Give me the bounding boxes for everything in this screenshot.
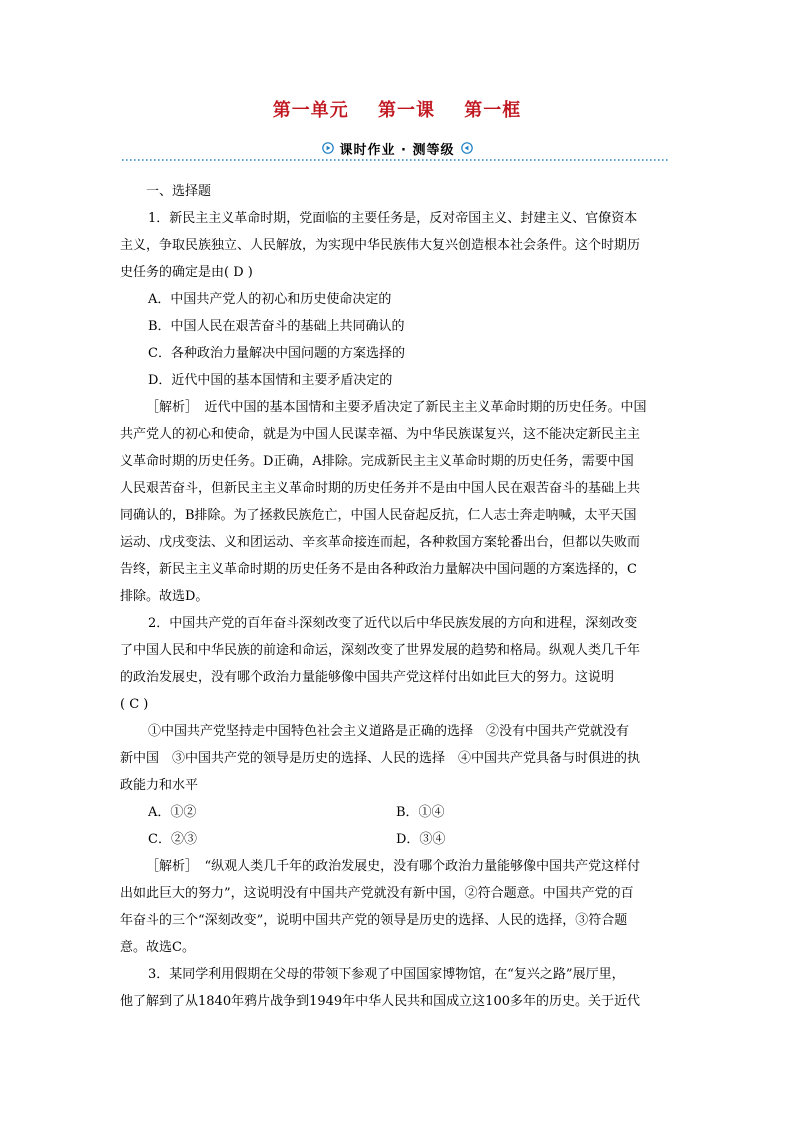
reverse-arrow-icon	[461, 142, 473, 154]
q1-analysis: 同确认的，B排除。为了拯救民族危亡，中国人民奋起反抗，仁人志士奔走呐喊，太平天国	[120, 508, 637, 523]
q1-analysis: 运动、戊戌变法、义和团运动、辛亥革命接连而起，各种救国方案轮番出台，但都以失败而	[120, 535, 641, 550]
page-title	[0, 96, 794, 122]
q2-line: ( C )	[120, 697, 149, 712]
homework-banner	[308, 138, 486, 158]
q3-line: 他了解到了从1840年鸦片战争到1949年中华人民共和国成立这100多年的历史。关于近代	[120, 994, 640, 1009]
q2-line: 2．中国共产党的百年奋斗深刻改变了近代以后中华民族发展的方向和进程，深刻改变	[148, 616, 638, 631]
q2-statement: ①中国共产党坚持走中国特色社会主义道路是正确的选择 ②没有中国共产党就没有	[148, 724, 630, 739]
q1-analysis: 义革命时期的历史任务。D正确，A排除。完成新民主主义革命时期的历史任务，需要中国	[120, 454, 634, 469]
q2-analysis: 年奋斗的三个“深刻改变”，说明中国共产党的领导是历史的选择、人民的选择，③符合题	[120, 913, 628, 928]
q3-line: 3．某同学利用假期在父母的带领下参观了中国国家博物馆，在“复兴之路”展厅里，	[148, 967, 625, 982]
q1-line: 主义，争取民族独立、人民解放，为实现中华民族伟大复兴创造根本社会条件。这个时期历	[120, 238, 641, 253]
q1-analysis: 人民艰苦奋斗，但新民主主义革命时期的历史任务并不是由中国人民在艰苦奋斗的基础上共	[120, 481, 641, 496]
q2-option-b: B．①④	[396, 805, 445, 820]
q2-options-row	[120, 826, 676, 853]
q2-line: 了中国人民和中华民族的前途和命运，深刻改变了世界发展的趋势和格局。纵观人类几千年	[120, 643, 641, 658]
q2-analysis: ［解析］ “纵观人类几千年的政治发展史，没有哪个政治力量能够像中国共产党这样付	[146, 859, 641, 874]
q2-statement: 新中国 ③中国共产党的领导是历史的选择、人民的选择 ④中国共产党具备与时俱进的执	[120, 751, 641, 766]
play-arrow-icon	[322, 142, 334, 154]
q1-analysis: 排除。故选D。	[120, 589, 209, 604]
q1-option-a: A．中国共产党人的初心和历史使命决定的	[148, 292, 392, 307]
section-heading: 一、选择题	[146, 184, 212, 199]
q2-option-c: C．②③	[148, 832, 197, 847]
banner-label: 课时作业 · 测等级	[339, 142, 455, 158]
q2-options-row	[120, 799, 676, 826]
q2-analysis: 意。故选C。	[120, 940, 195, 955]
title-lesson: 第一课	[378, 100, 435, 121]
q2-option-a: A．①②	[148, 805, 197, 820]
dotted-divider	[122, 158, 668, 162]
q2-statement: 政能力和水平	[120, 778, 199, 793]
q1-option-d: D．近代中国的基本国情和主要矛盾决定的	[148, 373, 393, 388]
title-frame: 第一框	[464, 100, 522, 121]
q1-analysis: 共产党人的初心和使命，就是为中国人民谋幸福、为中华民族谋复兴，这不能决定新民主主	[120, 427, 641, 442]
q2-analysis: 出如此巨大的努力”，这说明没有中国共产党就没有新中国，②符合题意。中国共产党的百	[120, 886, 634, 901]
q1-line: 1．新民主主义革命时期，党面临的主要任务是，反对帝国主义、封建主义、官僚资本	[148, 211, 638, 226]
q1-option-c: C．各种政治力量解决中国问题的方案选择的	[148, 346, 405, 361]
q1-line: 史任务的确定是由( D )	[120, 265, 253, 280]
exercise-content	[120, 178, 676, 1015]
q2-option-d: D．③④	[396, 832, 446, 847]
q1-analysis: 告终，新民主主义革命时期的历史任务不是由各种政治力量解决中国问题的方案选择的，C	[120, 562, 637, 577]
q1-analysis: ［解析］ 近代中国的基本国情和主要矛盾决定了新民主主义革命时期的历史任务。中国	[146, 400, 647, 415]
q1-option-b: B．中国人民在艰苦奋斗的基础上共同确认的	[148, 319, 405, 334]
title-unit: 第一单元	[272, 100, 349, 121]
q2-line: 的政治发展史，没有哪个政治力量能够像中国共产党这样付出如此巨大的努力。这说明	[120, 670, 615, 685]
